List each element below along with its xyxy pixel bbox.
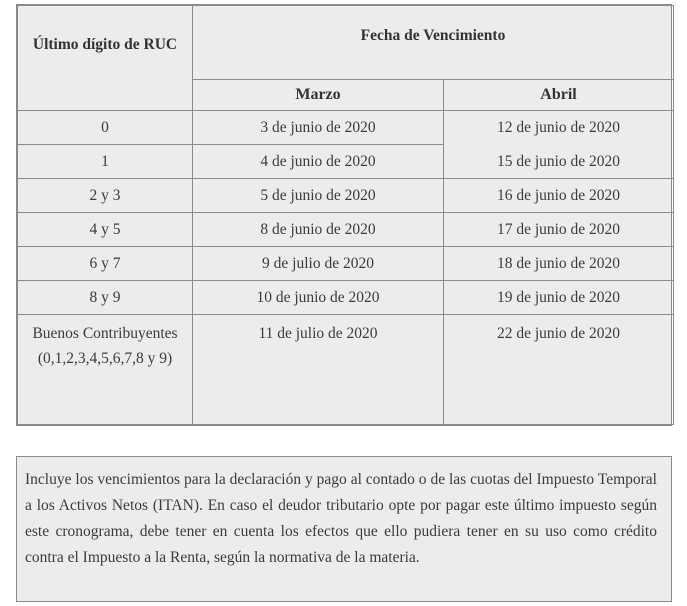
abril-date-cell: 12 de junio de 2020 xyxy=(444,111,674,145)
marzo-date-cell: 5 de junio de 2020 xyxy=(193,179,444,213)
marzo-date-cell: 11 de julio de 2020 xyxy=(193,315,444,425)
marzo-date-cell: 3 de junio de 2020 xyxy=(193,111,444,145)
header-abril: Abril xyxy=(444,80,674,111)
note-box xyxy=(16,456,672,602)
schedule-table-container xyxy=(16,4,672,426)
note-text: Incluye los vencimientos para la declaración y pago al contado o de las cuotas del Impuesto Temporal a los Activos Netos (ITAN). En caso el deudor tributario opte por pagar este último impuesto según este cronograma, debe tener en cuenta los efectos que ello pudiera tener en su uso como crédito contra el Impuesto a la Renta, según la normativa de la materia. xyxy=(25,471,657,566)
header-ruc: Último dígito de RUC xyxy=(18,6,193,111)
digit-cell: 8 y 9 xyxy=(18,281,193,315)
marzo-date-cell: 8 de junio de 2020 xyxy=(193,213,444,247)
header-fecha-vencimiento: Fecha de Vencimiento xyxy=(193,6,674,80)
table-row xyxy=(18,179,674,213)
marzo-date-cell: 10 de junio de 2020 xyxy=(193,281,444,315)
digit-cell: 6 y 7 xyxy=(18,247,193,281)
abril-date-cell: 17 de junio de 2020 xyxy=(444,213,674,247)
abril-date-cell: 18 de junio de 2020 xyxy=(444,247,674,281)
digit-cell: 4 y 5 xyxy=(18,213,193,247)
abril-date-cell: 16 de junio de 2020 xyxy=(444,179,674,213)
digit-cell: Buenos Contribuyentes (0,1,2,3,4,5,6,7,8 y 9) xyxy=(18,315,193,425)
table-row xyxy=(18,145,674,179)
abril-date-cell: 15 de junio de 2020 xyxy=(444,145,674,179)
abril-date-cell: 22 de junio de 2020 xyxy=(444,315,674,425)
table-row xyxy=(18,281,674,315)
table-row xyxy=(18,247,674,281)
table-row xyxy=(18,213,674,247)
header-marzo: Marzo xyxy=(193,80,444,111)
table-row xyxy=(18,111,674,145)
schedule-table xyxy=(17,5,674,425)
abril-date-cell: 19 de junio de 2020 xyxy=(444,281,674,315)
marzo-date-cell: 4 de junio de 2020 xyxy=(193,145,444,179)
marzo-date-cell: 9 de julio de 2020 xyxy=(193,247,444,281)
digit-cell: 1 xyxy=(18,145,193,179)
digit-cell: 0 xyxy=(18,111,193,145)
table-row xyxy=(18,315,674,425)
digit-cell: 2 y 3 xyxy=(18,179,193,213)
